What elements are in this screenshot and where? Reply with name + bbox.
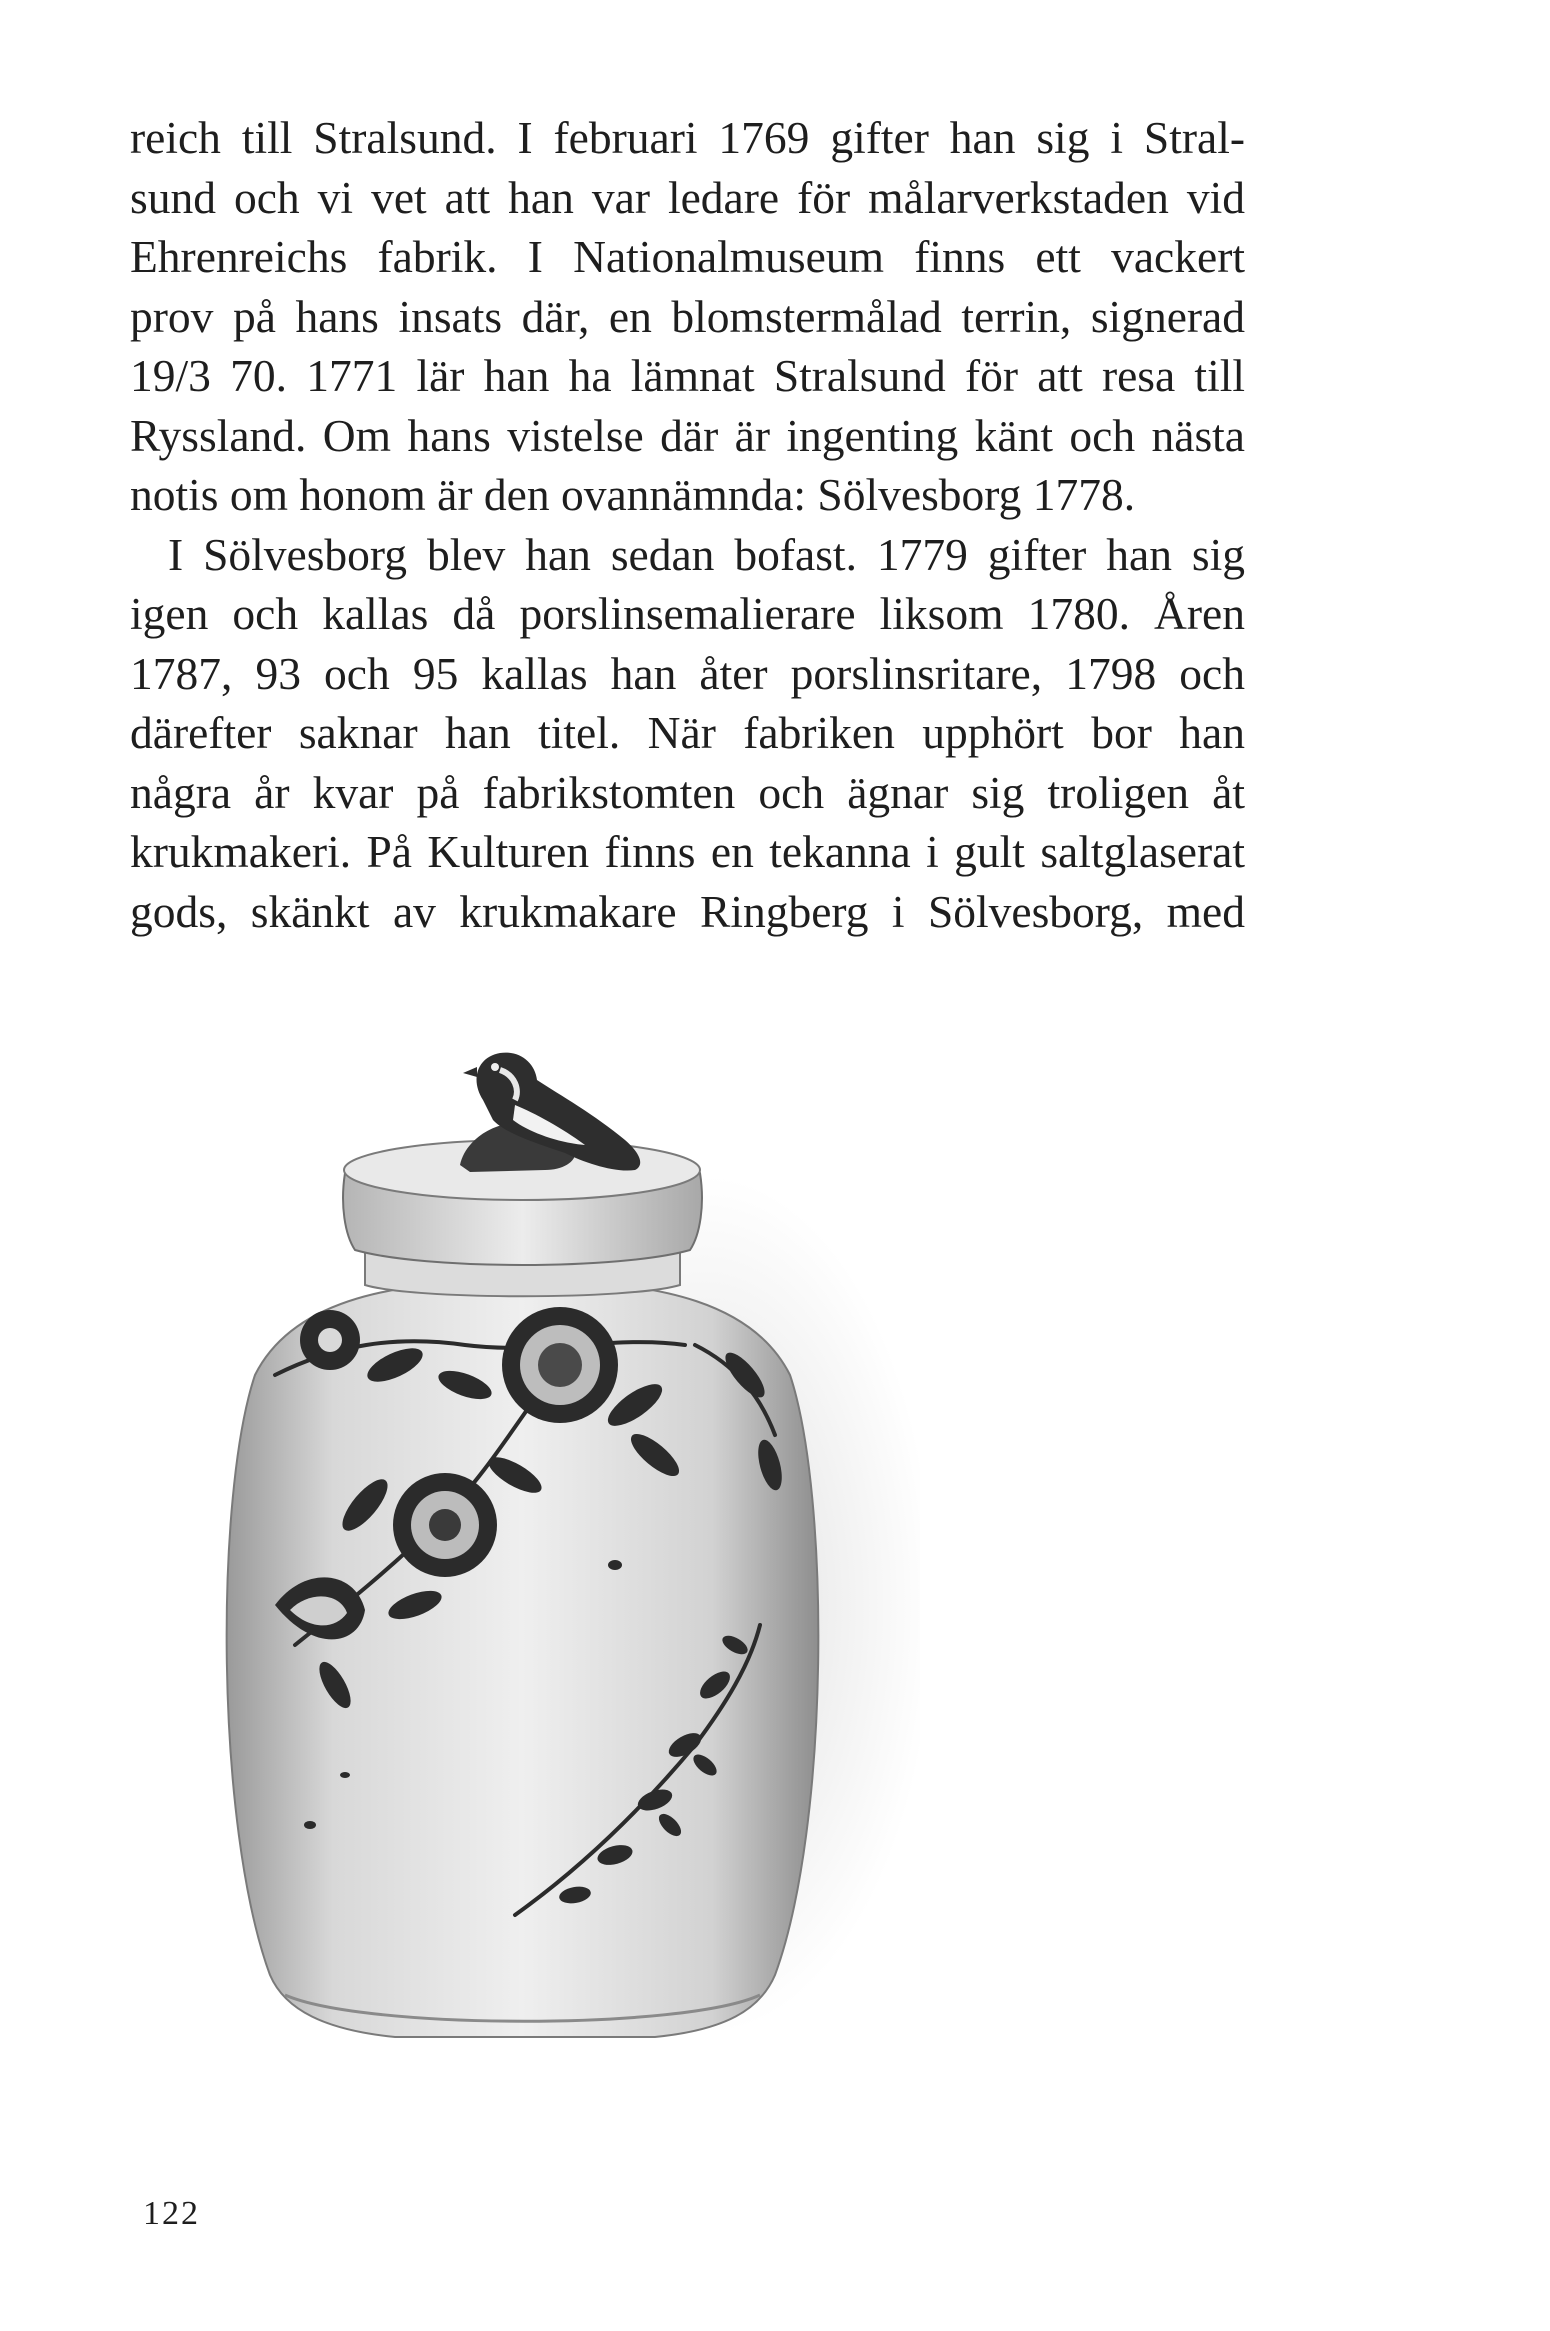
text-line: reich till Stralsund. I februari 1769 gifter han sig i Stral-: [130, 112, 1245, 163]
text-line: krukmakeri. På Kulturen finns en tekanna i gult saltglaserat: [130, 826, 1245, 877]
page-number: 122: [143, 2195, 200, 2232]
text-line: prov på hans insats där, en blomstermålad terrin, signerad: [130, 290, 1245, 342]
text-line: några år kvar på fabrikstomten och ägnar sig troligen åt: [130, 766, 1245, 818]
text-line: I Sölvesborg blev han sedan bofast. 1779 gifter han sig: [168, 528, 1245, 580]
text-line: 1787, 93 och 95 kallas han åter porslinsritare, 1798 och: [130, 647, 1245, 699]
text-line: Ehrenreichs fabrik. I Nationalmuseum finns ett vackert: [130, 231, 1245, 282]
text-line: sund och vi vet att han var ledare för målarverkstaden vid: [130, 171, 1245, 223]
jar-illustration-icon: [215, 1045, 920, 2090]
body-text: [130, 108, 1245, 941]
lidded-jar-photo: [215, 1045, 920, 2090]
text-line: Ryssland. Om hans vistelse där är ingenting känt och nästa: [130, 409, 1245, 461]
text-line: igen och kallas då porslinsemalierare liksom 1780. Åren: [130, 588, 1245, 639]
text-line: 19/3 70. 1771 lär han ha lämnat Stralsund för att resa till: [130, 350, 1245, 401]
paragraph-2: [130, 525, 1245, 942]
paragraph-1: [130, 108, 1245, 525]
text-line: därefter saknar han titel. När fabriken upphört bor han: [130, 707, 1245, 758]
text-line: gods, skänkt av krukmakare Ringberg i Sölvesborg, med: [130, 885, 1245, 937]
text-line: notis om honom är den ovannämnda: Sölvesborg 1778.: [130, 469, 1136, 520]
